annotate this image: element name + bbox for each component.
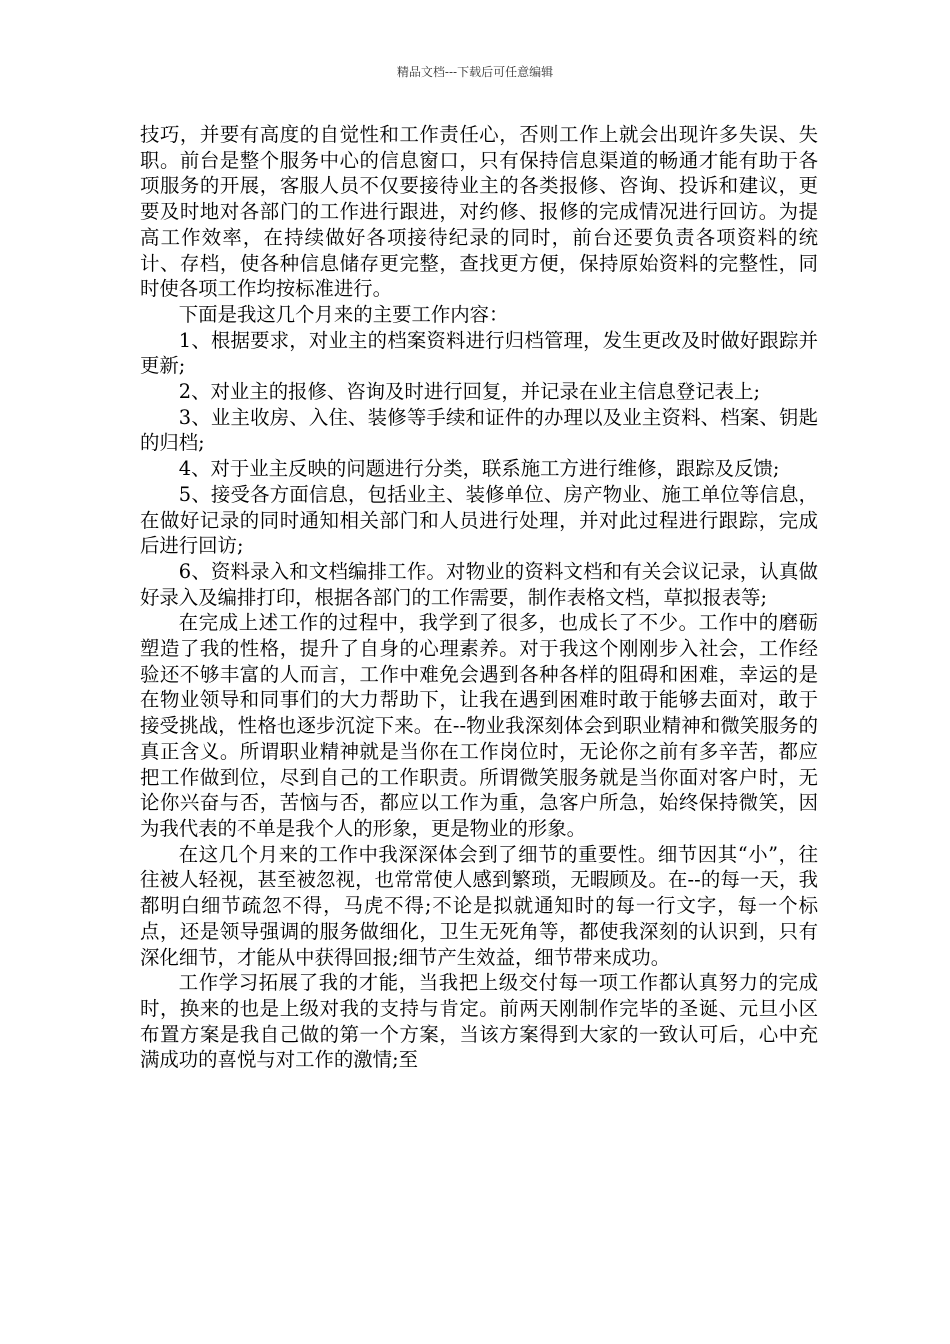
paragraph-work-intro: 下面是我这几个月来的主要工作内容： [178,302,509,326]
paragraph-continuation: 技巧，并要有高度的自觉性和工作责任心，否则工作上就会出现许多失误、失职。前台是整个服务中心的信息窗口，只有保持信息渠道的畅通才能有助于各项服务的开展，客服人员不仅要接待业主的各类报修、咨询、投诉和建议，更要及时地对各部门的工作进行跟进，对约修、报修的完成情况进行回访。为提高工作效率，在持续做好各项接待纪录的同时，前台还要负责各项资料的统计、存档，使各种信息储存更完整，查找更方便，保持原始资料的完整性，同时使各项工作均按标准进行。 [140,123,818,301]
paragraph-skills: 工作学习拓展了我的才能，当我把上级交付每一项工作都认真努力的完成时，换来的也是上级对我的支持与肯定。前两天刚制作完毕的圣诞、元旦小区布置方案是我自己做的第一个方案，当该方案得到大家的一致认可后，心中充满成功的喜悦与对工作的激情;至 [140,971,818,1072]
page-header: 精品文档---下载后可任意编辑 [396,65,554,79]
list-item-5: 5、接受各方面信息，包括业主、装修单位、房产物业、施工单位等信息，在做好记录的同时通知相关部门和人员进行处理，并对此过程进行跟踪，完成后进行回访; [140,482,818,558]
list-item-1: 1、根据要求，对业主的档案资料进行归档管理，发生更改及时做好跟踪并更新; [140,328,818,378]
document-body [140,122,818,1073]
list-item-2: 2、对业主的报修、咨询及时进行回复，并记录在业主信息登记表上; [178,380,760,404]
paragraph-details: 在这几个月来的工作中我深深体会到了细节的重要性。细节因其“小”，往往被人轻视，甚至被忽视，也常常使人感到繁琐，无暇顾及。在--的每一天，我都明白细节疏忽不得，马虎不得;不论是拟就通知时的每一行文字，每一个标点，还是领导强调的服务做细化，卫生无死角等，都使我深刻的认识到，只有深化细节，才能从中获得回报;细节产生效益，细节带来成功。 [140,842,818,969]
list-item-4: 4、对于业主反映的问题进行分类，联系施工方进行维修，跟踪及反馈; [178,457,780,481]
paragraph-growth: 在完成上述工作的过程中，我学到了很多，也成长了不少。工作中的磨砺塑造了我的性格，提升了自身的心理素养。对于我这个刚刚步入社会，工作经验还不够丰富的人而言，工作中难免会遇到各种各样的阻碍和困难，幸运的是在物业领导和同事们的大力帮助下，让我在遇到困难时敢于能够去面对，敢于接受挑战，性格也逐步沉淀下来。在--物业我深刻体会到职业精神和微笑服务的真正含义。所谓职业精神就是当你在工作岗位时，无论你之前有多辛苦，都应把工作做到位，尽到自己的工作职责。所谓微笑服务就是当你面对客户时，无论你兴奋与否，苦恼与否，都应以工作为重，急客户所急，始终保持微笑，因为我代表的不单是我个人的形象，更是物业的形象。 [140,611,818,840]
list-item-6: 6、资料录入和文档编排工作。对物业的资料文档和有关会议记录，认真做好录入及编排打印，根据各部门的工作需要，制作表格文档，草拟报表等; [140,559,818,609]
list-item-3: 3、业主收房、入住、装修等手续和证件的办理以及业主资料、档案、钥匙的归档; [140,405,818,455]
